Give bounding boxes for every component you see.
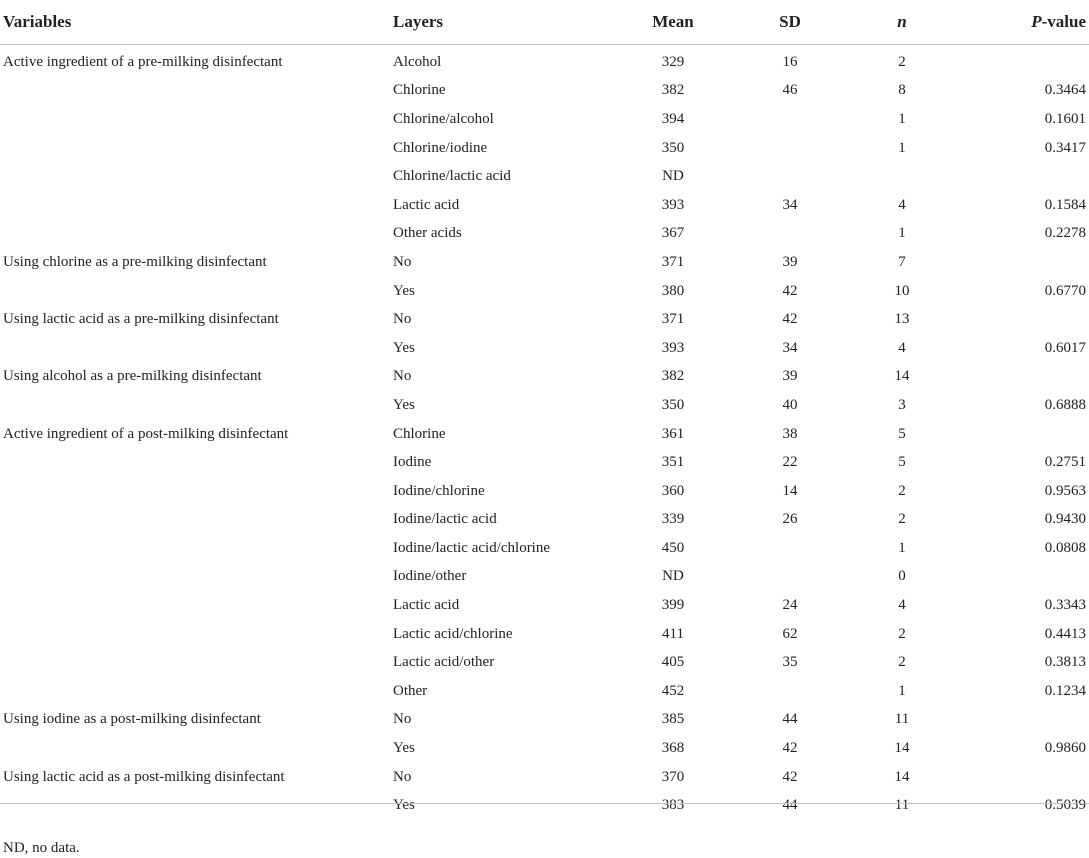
cell-p-value: 0.2278 (1044, 225, 1086, 242)
cell-layer: Chlorine/alcohol (393, 110, 494, 127)
cell-variable (0, 506, 393, 535)
cell-p-value: 0.6888 (1044, 396, 1086, 413)
cell-p-value: 0.9563 (1044, 482, 1086, 499)
cell-layer: Yes (393, 740, 415, 757)
cell-p-value: 0.0808 (1044, 539, 1086, 556)
cell-p-value: 0.1234 (1044, 682, 1086, 699)
cell-variable: Using alcohol as a pre-milking disinfectant (3, 368, 262, 385)
cell-sd (733, 162, 847, 191)
cell-mean: ND (662, 568, 684, 585)
cell-sd: 42 (782, 311, 798, 328)
cell-layer: Iodine/lactic acid (393, 511, 497, 528)
cell-variable: Using chlorine as a pre-milking disinfectant (3, 253, 267, 270)
cell-mean: 450 (661, 539, 685, 556)
cell-n: 8 (898, 82, 906, 99)
cell-variable (0, 648, 393, 677)
cell-n: 4 (898, 196, 906, 213)
cell-n: 5 (898, 425, 906, 442)
cell-p-value (957, 420, 1089, 449)
cell-mean: ND (662, 168, 684, 185)
cell-sd: 62 (782, 625, 798, 642)
cell-p-value: 0.4413 (1044, 625, 1086, 642)
table-row (0, 277, 1089, 306)
cell-n: 2 (898, 625, 906, 642)
cell-p-value: 0.5039 (1044, 797, 1086, 814)
cell-n: 5 (898, 454, 906, 471)
table-row (0, 563, 1089, 592)
cell-p-value: 0.6017 (1044, 339, 1086, 356)
table-row (0, 134, 1089, 163)
header-n (847, 0, 957, 45)
table-bottom-rule (0, 803, 1089, 804)
cell-variable (0, 220, 393, 249)
header-n-label: n (897, 12, 907, 31)
cell-n: 13 (894, 311, 910, 328)
cell-layer: Lactic acid/chlorine (393, 625, 513, 642)
cell-mean: 452 (661, 682, 685, 699)
cell-sd (733, 677, 847, 706)
cell-layer: Chlorine (393, 425, 446, 442)
cell-sd (733, 134, 847, 163)
cell-mean: 394 (661, 110, 685, 127)
table-row (0, 391, 1089, 420)
cell-n: 1 (898, 225, 906, 242)
cell-variable (0, 734, 393, 763)
cell-n: 1 (898, 539, 906, 556)
cell-sd: 24 (782, 597, 798, 614)
table-row (0, 45, 1089, 77)
cell-sd: 35 (782, 654, 798, 671)
cell-mean: 385 (661, 711, 685, 728)
cell-mean: 393 (661, 339, 685, 356)
cell-n: 14 (894, 768, 910, 785)
table-row (0, 591, 1089, 620)
cell-mean: 350 (661, 396, 685, 413)
cell-sd: 34 (782, 196, 798, 213)
cell-p-value (957, 162, 1089, 191)
cell-layer: Chlorine/lactic acid (393, 168, 511, 185)
cell-n: 2 (898, 482, 906, 499)
cell-variable (0, 391, 393, 420)
table-row (0, 105, 1089, 134)
cell-p-value: 0.9860 (1044, 740, 1086, 757)
table-body (0, 45, 1089, 821)
cell-variable (0, 277, 393, 306)
table-row (0, 448, 1089, 477)
cell-layer: Lactic acid (393, 597, 460, 614)
cell-mean: 350 (661, 139, 685, 156)
cell-mean: 361 (661, 425, 685, 442)
cell-variable: Using lactic acid as a pre-milking disinfectant (3, 311, 279, 328)
cell-layer: Iodine/chlorine (393, 482, 485, 499)
cell-mean: 368 (661, 740, 685, 757)
cell-sd: 16 (782, 53, 798, 70)
cell-variable (0, 162, 393, 191)
footnote: ND, no data. (3, 840, 80, 856)
cell-mean: 371 (661, 253, 685, 270)
cell-n: 1 (898, 110, 906, 127)
table-row (0, 620, 1089, 649)
header-p-value (957, 0, 1089, 45)
cell-layer: Lactic acid/other (393, 654, 495, 671)
cell-variable (0, 448, 393, 477)
cell-sd: 44 (782, 711, 798, 728)
cell-p-value (957, 363, 1089, 392)
table-row (0, 506, 1089, 535)
table-row (0, 734, 1089, 763)
cell-n: 2 (898, 511, 906, 528)
cell-variable (0, 591, 393, 620)
cell-mean: 411 (662, 625, 684, 642)
table-row (0, 648, 1089, 677)
cell-mean: 351 (661, 454, 685, 471)
cell-n: 3 (898, 396, 906, 413)
cell-p-value: 0.3813 (1044, 654, 1086, 671)
cell-layer: No (393, 768, 412, 785)
cell-p-value: 0.3464 (1044, 82, 1086, 99)
header-p-italic: P (1031, 12, 1042, 31)
cell-layer: Chlorine (393, 82, 446, 99)
cell-n: 14 (894, 368, 910, 385)
cell-mean: 380 (661, 282, 685, 299)
cell-variable (0, 134, 393, 163)
cell-variable (0, 677, 393, 706)
cell-layer: No (393, 711, 412, 728)
cell-variable: Active ingredient of a post-milking disinfectant (3, 425, 289, 442)
cell-n: 11 (894, 711, 910, 728)
header-row (0, 0, 1089, 45)
cell-layer: Yes (393, 339, 415, 356)
cell-layer: Yes (393, 797, 415, 814)
cell-sd: 34 (782, 339, 798, 356)
table-row (0, 220, 1089, 249)
cell-n: 1 (898, 682, 906, 699)
cell-layer: No (393, 311, 412, 328)
table-row (0, 534, 1089, 563)
table-row (0, 77, 1089, 106)
cell-mean: 382 (661, 368, 685, 385)
cell-sd (733, 220, 847, 249)
cell-layer: Lactic acid (393, 196, 460, 213)
cell-n: 0 (898, 568, 906, 585)
cell-variable (0, 563, 393, 592)
cell-layer: Iodine/lactic acid/chlorine (393, 539, 551, 556)
cell-layer: Alcohol (393, 53, 442, 70)
header-mean: Mean (613, 0, 733, 45)
cell-sd: 44 (782, 797, 798, 814)
cell-n: 2 (898, 53, 906, 70)
cell-sd: 42 (782, 768, 798, 785)
cell-p-value: 0.3343 (1044, 597, 1086, 614)
cell-variable (0, 191, 393, 220)
cell-n: 14 (894, 740, 910, 757)
cell-mean: 329 (661, 53, 685, 70)
cell-mean: 339 (661, 511, 685, 528)
cell-variable (0, 477, 393, 506)
cell-p-value: 0.1584 (1044, 196, 1086, 213)
cell-n: 2 (898, 654, 906, 671)
cell-mean: 367 (661, 225, 685, 242)
cell-p-value: 0.9430 (1044, 511, 1086, 528)
header-variables: Variables (0, 0, 393, 45)
cell-variable (0, 334, 393, 363)
cell-sd: 42 (782, 740, 798, 757)
cell-sd: 42 (782, 282, 798, 299)
cell-n: 1 (898, 139, 906, 156)
cell-variable (0, 620, 393, 649)
cell-p-value: 0.2751 (1044, 454, 1086, 471)
header-sd: SD (733, 0, 847, 45)
cell-layer: Chlorine/iodine (393, 139, 488, 156)
cell-n: 4 (898, 597, 906, 614)
cell-sd: 40 (782, 396, 798, 413)
cell-n (847, 162, 957, 191)
cell-p-value: 0.1601 (1044, 110, 1086, 127)
cell-n: 7 (898, 253, 906, 270)
header-p-suffix: -value (1041, 12, 1086, 31)
table-row (0, 763, 1089, 792)
cell-sd (733, 534, 847, 563)
cell-layer: No (393, 253, 412, 270)
cell-p-value: 0.6770 (1044, 282, 1086, 299)
cell-layer: Iodine/other (393, 568, 467, 585)
cell-mean: 371 (661, 311, 685, 328)
table-header (0, 0, 1089, 45)
cell-n: 10 (894, 282, 910, 299)
cell-mean: 360 (661, 482, 685, 499)
table-row (0, 305, 1089, 334)
cell-layer: Yes (393, 396, 415, 413)
cell-layer: No (393, 368, 412, 385)
cell-p-value: 0.3417 (1044, 139, 1086, 156)
cell-mean: 383 (661, 797, 685, 814)
table-row (0, 162, 1089, 191)
table-row (0, 334, 1089, 363)
cell-mean: 399 (661, 597, 685, 614)
cell-variable (0, 77, 393, 106)
table-row (0, 791, 1089, 820)
table-row (0, 248, 1089, 277)
cell-p-value (957, 706, 1089, 735)
table-row (0, 677, 1089, 706)
header-layers: Layers (393, 0, 613, 45)
cell-mean: 382 (661, 82, 685, 99)
cell-p-value (957, 45, 1089, 77)
table-row (0, 420, 1089, 449)
cell-sd: 22 (782, 454, 798, 471)
table-row (0, 706, 1089, 735)
table-row (0, 191, 1089, 220)
cell-sd: 26 (782, 511, 798, 528)
cell-sd: 39 (782, 253, 798, 270)
cell-layer: Other (393, 682, 428, 699)
cell-sd: 14 (782, 482, 798, 499)
cell-mean: 405 (661, 654, 685, 671)
cell-n: 11 (894, 797, 910, 814)
cell-layer: Iodine (393, 454, 432, 471)
cell-variable (0, 791, 393, 820)
cell-mean: 370 (661, 768, 685, 785)
cell-p-value (957, 563, 1089, 592)
cell-variable: Using iodine as a post-milking disinfectant (3, 711, 261, 728)
cell-variable: Using lactic acid as a post-milking disinfectant (3, 768, 285, 785)
cell-variable: Active ingredient of a pre-milking disinfectant (3, 53, 283, 70)
cell-layer: Other acids (393, 225, 462, 242)
cell-p-value (957, 763, 1089, 792)
cell-p-value (957, 305, 1089, 334)
cell-sd: 39 (782, 368, 798, 385)
cell-variable (0, 105, 393, 134)
cell-sd (733, 105, 847, 134)
table-row (0, 477, 1089, 506)
cell-mean: 393 (661, 196, 685, 213)
table-row (0, 363, 1089, 392)
cell-sd: 38 (782, 425, 798, 442)
cell-p-value (957, 248, 1089, 277)
cell-sd (733, 563, 847, 592)
cell-layer: Yes (393, 282, 415, 299)
cell-variable (0, 534, 393, 563)
cell-n: 4 (898, 339, 906, 356)
cell-sd: 46 (782, 82, 798, 99)
